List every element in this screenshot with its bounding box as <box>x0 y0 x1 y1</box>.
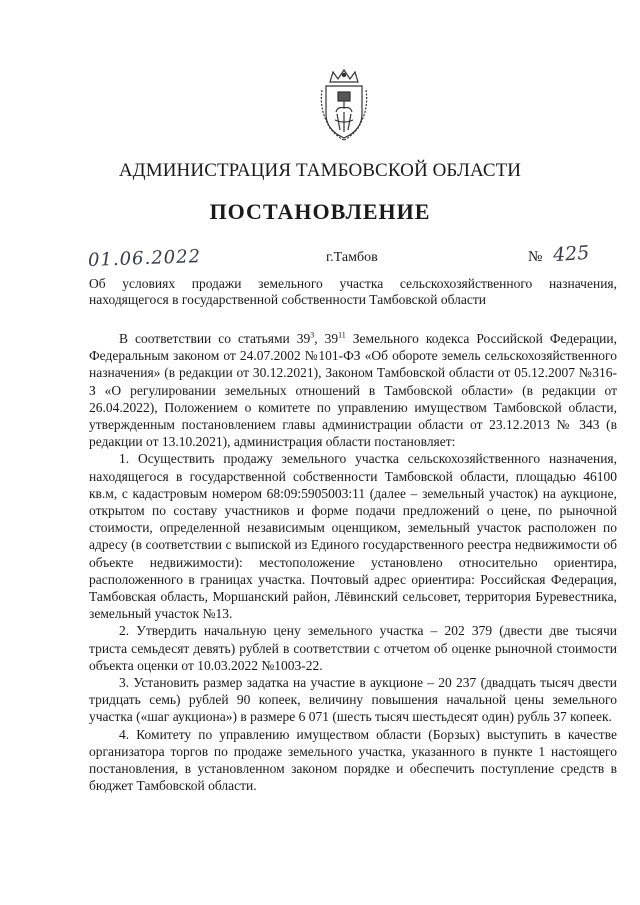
document-date: 01.06.2022 <box>87 246 202 271</box>
document-body <box>89 330 617 794</box>
number-label: № <box>528 249 543 265</box>
clause-4: 4. Комитету по управлению имуществом области (Борзых) выступить в качестве организатора торгов по продаже земельного участка, указанного в пункте 1 настоящего постановления, в установленном законом порядке и обеспечить поступление средств в бюджет Тамбовской области. <box>89 726 617 794</box>
clause-3: 3. Установить размер задатка на участие в аукционе – 20 237 (двадцать тысяч двести тридцать семь) рублей 90 копеек, величину повышения начальной цены земельного участка («шаг аукциона») в размере 6 071 (шесть тысяч шестьдесят один) рубль 37 копеек. <box>89 675 617 725</box>
coat-of-arms-emblem <box>318 68 370 144</box>
preamble-paragraph: В соответствии со статьями $39^3$, $39^{11}$ Земельного кодекса Российской Федерации, Федеральным законом от 24.07.2002 №101-ФЗ «Об обороте земель сельскохозяйственного назначения» (в редакции от 30.12.2021), Законом Тамбовской области от 05.12.2007 №316-З «О регулировании земельных отношений в Тамбовской области» (в редакции от 26.04.2022), Положением о комитете по управлению имуществом Тамбовской области, утвержденным постановлением главы администрации области от 23.12.2013 № 343 (в редакции от 13.10.2021), администрация области постановляет: <box>89 330 617 450</box>
document-number: 425 <box>552 241 590 267</box>
clause-2: 2. Утвердить начальную цену земельного участка – 202 379 (двести две тысячи триста семьдесят девять) рублей в соответствии с отчетом об оценке рыночной стоимости объекта оценки от 10.03.2022 №1003-22. <box>89 623 617 673</box>
clause-1: 1. Осуществить продажу земельного участка сельскохозяйственного назначения, находящегося в государственной собственности Тамбовской области, площадью 46100 кв.м, с кадастровым номером 68:09:5905003:11 (далее – земельный участок) на аукционе, открытом по составу участников и форме подачи предложений о цене, по рыночной стоимости, определенной независимым оценщиком, земельный участок расположен по адресу (в соответствии с выпиской из Единого государственного реестра недвижимости об объекте недвижимости): местоположение установлено относительно ориентира, расположенного в границах участка. Почтовый адрес ориентира: Российская Федерация, Тамбовская область, Моршанский район, Лёвинский сельсовет, территория Буревестника, земельный участок №13. <box>89 451 617 622</box>
document-subject: Об условиях продажи земельного участка сельскохозяйственного назначения, находящегося в государственной собственности Тамбовской области <box>89 276 617 307</box>
document-city: г.Тамбов <box>326 250 378 265</box>
organization-name: АДМИНИСТРАЦИЯ ТАМБОВСКОЙ ОБЛАСТИ <box>118 160 522 181</box>
document-type-title: ПОСТАНОВЛЕНИЕ <box>209 199 431 224</box>
